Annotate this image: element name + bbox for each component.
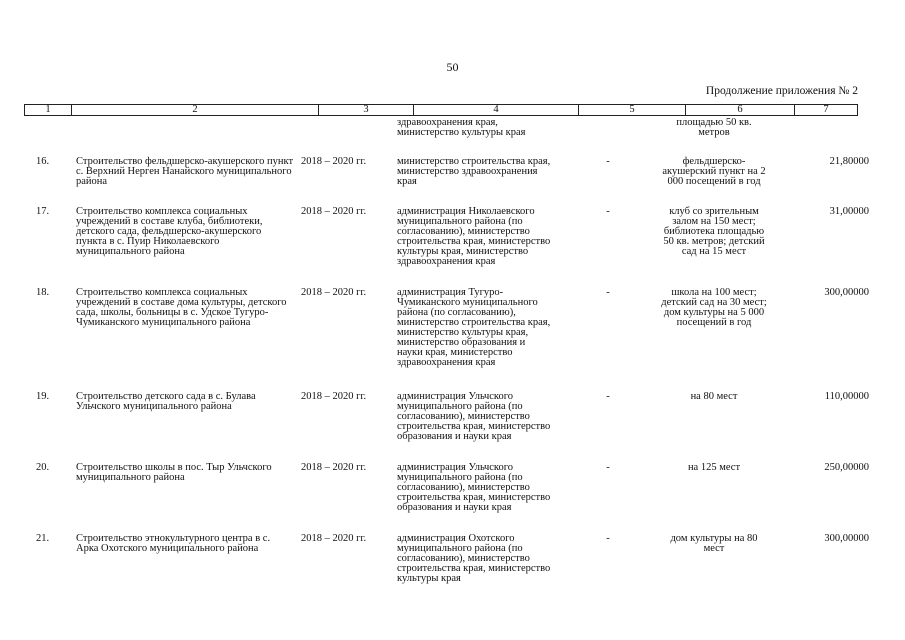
- continuation-label: Продолжение приложения № 2: [705, 85, 858, 97]
- row-name: Строительство фельдшерско-акушерского пункт с. Верхний Нерген Нанайского муниципального района: [76, 156, 294, 187]
- row-number: 19.: [36, 391, 50, 402]
- row-capacity: на 125 мест: [687, 462, 741, 473]
- row-name: Строительство комплекса социальных учреждений в составе дома культуры, детского сада, школы, больницы в с. Удское Тугуро-Чумиканского муниципального района: [76, 287, 287, 328]
- row-name: Строительство детского сада в с. Булава Ульчского муниципального района: [76, 391, 256, 412]
- row-number: 16.: [36, 156, 50, 167]
- row-amount: 300,00000: [824, 287, 869, 298]
- row-number: 20.: [36, 462, 50, 473]
- row-amount: 250,00000: [824, 462, 869, 473]
- row-responsible: министерство строительства края, министерство здравоохранения края: [397, 156, 551, 187]
- row-amount: 21,80000: [829, 156, 869, 167]
- column-header-3: 3: [319, 105, 414, 115]
- row-responsible: администрация Тугуро-Чумиканского муниципального района (по согласованию), министерство строительства края, министерство культуры края, министерство образования и науки края, министерство здравоохранения края: [397, 287, 551, 368]
- row-col5: -: [606, 533, 610, 544]
- row-responsible: администрация Николаевского муниципального района (по согласованию), министерство строительства края, министерство культуры края, министерство здравоохранения края: [397, 206, 551, 267]
- row-number: 17.: [36, 206, 50, 217]
- row-capacity: дом культуры на 80 мест: [670, 533, 758, 554]
- row-capacity: клуб со зрительным залом на 150 мест; библиотека площадью 50 кв. метров; детский сад на 15 мест: [663, 206, 765, 257]
- column-header-6: 6: [686, 105, 795, 115]
- row-name: Строительство комплекса социальных учреждений в составе клуба, библиотеки, детского сада, фельдшерско-акушерского пункта в с. Пуир Николаевского муниципального района: [76, 206, 263, 257]
- row-col5: -: [606, 462, 610, 473]
- row-name: Строительство школы в пос. Тыр Ульчского муниципального района: [76, 462, 272, 483]
- row-capacity: фельдшерско-акушерский пункт на 2 000 посещений в год: [662, 156, 766, 187]
- row-col5: -: [606, 287, 610, 298]
- row-number: 18.: [36, 287, 50, 298]
- column-header-2: 2: [72, 105, 319, 115]
- column-header-4: 4: [414, 105, 579, 115]
- row-amount: 300,00000: [824, 533, 869, 544]
- row-responsible: администрация Ульчского муниципального района (по согласованию), министерство строительства края, министерство образования и науки края: [397, 462, 551, 513]
- row-col5: -: [606, 391, 610, 402]
- row-col5: -: [606, 206, 610, 217]
- row-years: 2018 – 2020 гг.: [301, 533, 367, 544]
- column-header-1: 1: [25, 105, 72, 115]
- row-amount: 31,00000: [829, 206, 869, 217]
- row-number: 21.: [36, 533, 50, 544]
- row-capacity: на 80 мест: [690, 391, 738, 402]
- row-responsible: администрация Ульчского муниципального района (по согласованию), министерство строительства края, министерство образования и науки края: [397, 391, 551, 442]
- row-col5: -: [606, 156, 610, 167]
- row-responsible: администрация Охотского муниципального района (по согласованию), министерство строительства края, министерство культуры края: [397, 533, 551, 584]
- row-years: 2018 – 2020 гг.: [301, 462, 367, 473]
- carryover-responsible: здравоохранения края, министерство культуры края: [397, 117, 526, 138]
- row-name: Строительство этнокультурного центра в с. Арка Охотского муниципального района: [76, 533, 271, 554]
- row-years: 2018 – 2020 гг.: [301, 287, 367, 298]
- row-amount: 110,00000: [824, 391, 869, 402]
- row-years: 2018 – 2020 гг.: [301, 206, 367, 217]
- column-header-5: 5: [579, 105, 686, 115]
- row-years: 2018 – 2020 гг.: [301, 391, 367, 402]
- page-number: 50: [446, 60, 459, 74]
- table-header: [24, 104, 858, 116]
- row-capacity: школа на 100 мест; детский сад на 30 мест; дом культуры на 5 000 посещений в год: [661, 287, 767, 328]
- carryover-capacity: площадью 50 кв. метров: [676, 117, 752, 138]
- column-header-7: 7: [823, 104, 829, 115]
- row-years: 2018 – 2020 гг.: [301, 156, 367, 167]
